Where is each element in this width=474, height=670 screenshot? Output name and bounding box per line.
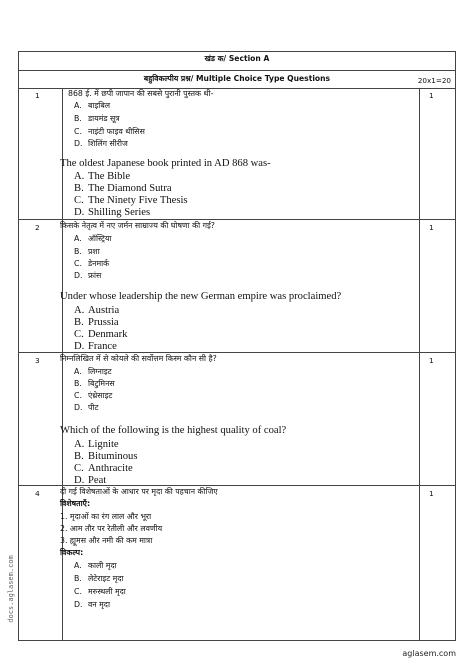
option-text: प्रशा — [88, 247, 100, 256]
option-letter: A. — [74, 305, 85, 316]
option-item — [74, 403, 98, 413]
option-letter: B. — [74, 114, 82, 123]
watermark-text: docs.aglasem.com — [7, 555, 15, 623]
option-text: Shilling Series — [88, 207, 151, 218]
question-text-hindi: किसके नेतृत्व में नए जर्मन साम्राज्य की घोषणा की गई? — [60, 221, 215, 230]
option-text: लिग्नाइट — [88, 367, 112, 376]
footer-link[interactable]: aglasem.com — [402, 649, 456, 658]
option-text: काली मृदा — [88, 561, 117, 570]
option-item — [74, 317, 119, 328]
option-letter: B. — [74, 183, 84, 194]
option-item — [74, 475, 106, 486]
option-text: डायमंड सूत्र — [88, 114, 120, 123]
row-divider — [19, 352, 455, 353]
option-text: The Diamond Sutra — [88, 183, 172, 194]
option-text: Peat — [88, 475, 107, 486]
option-text: पीट — [88, 403, 99, 412]
option-letter: C. — [74, 587, 82, 596]
section-title: खंड क/ Section A — [204, 54, 270, 63]
marks-header: 20x1=20 — [417, 76, 451, 85]
question-number: 1 — [35, 91, 40, 100]
option-letter: B. — [74, 317, 84, 328]
option-letter: C. — [74, 259, 82, 268]
option-item — [74, 561, 117, 571]
option-text: Denmark — [88, 329, 128, 340]
feature-item: 2. आम तौर पर रेतीली और लवणीय — [60, 524, 163, 533]
question-number: 3 — [35, 356, 40, 365]
option-item — [74, 207, 150, 218]
row-divider — [19, 219, 455, 220]
option-text: Bituminous — [88, 451, 138, 462]
question-text-english: Under whose leadership the new German empire was proclaimed? — [60, 291, 342, 302]
section-subtitle: बहुविकल्पीय प्रश्न/ Multiple Choice Type Questions — [143, 74, 331, 83]
option-text: France — [88, 341, 117, 352]
option-text: ऑस्ट्रिया — [88, 234, 112, 243]
option-item — [74, 127, 145, 137]
option-item — [74, 367, 112, 377]
option-letter: C. — [74, 127, 82, 136]
features-heading: विशेषताएँ: — [60, 499, 91, 508]
question-marks: 1 — [429, 91, 434, 100]
option-item — [74, 234, 112, 244]
feature-item: 3. ह्यूमस और नमी की कम मात्रा — [60, 536, 153, 545]
option-item — [74, 379, 115, 389]
option-text: बाइबिल — [88, 101, 111, 110]
option-item — [74, 439, 119, 450]
option-item — [74, 305, 119, 316]
option-text: The Bible — [88, 171, 131, 182]
question-text-hindi: 868 ई. में छपी जापान की सबसे पुरानी पुस्तक थी- — [68, 89, 214, 98]
question-text-english: The oldest Japanese book printed in AD 868 was- — [60, 158, 271, 169]
option-letter: C. — [74, 195, 84, 206]
question-text-hindi: निम्नलिखित में से कोयले की सर्वोत्तम किस्म कौन सी है? — [60, 354, 217, 363]
option-item — [74, 247, 100, 257]
option-letter: A. — [74, 367, 82, 376]
option-item — [74, 139, 128, 149]
option-text: शिलिंग सीरीज — [88, 139, 128, 148]
option-letter: D. — [74, 341, 85, 352]
option-letter: C. — [74, 463, 84, 474]
option-letter: B. — [74, 574, 82, 583]
option-text: Austria — [88, 305, 120, 316]
option-text: लेटेराइट मृदा — [88, 574, 124, 583]
question-table — [18, 51, 456, 641]
option-item — [74, 259, 109, 269]
question-number: 4 — [35, 489, 40, 498]
option-item — [74, 195, 188, 206]
option-item — [74, 463, 133, 474]
option-letter: B. — [74, 451, 84, 462]
option-text: मरुस्थली मृदा — [88, 587, 126, 596]
option-letter: A. — [74, 171, 85, 182]
question-text-hindi: दी गई विशेषताओं के आधार पर मृदा की पहचान कीजिए — [60, 487, 218, 496]
option-item — [74, 587, 126, 597]
option-letter: D. — [74, 475, 85, 486]
option-item — [74, 271, 101, 281]
option-letter: B. — [74, 379, 82, 388]
option-letter: D. — [74, 139, 83, 148]
option-item — [74, 114, 120, 124]
feature-item: 1. मृदाओं का रंग लाल और भूरा — [60, 512, 152, 521]
option-item — [74, 574, 123, 584]
option-item — [74, 101, 110, 111]
option-letter: A. — [74, 561, 82, 570]
options-heading: विकल्प: — [60, 548, 84, 557]
option-item — [74, 341, 117, 352]
option-text: एंथ्रेसाइट — [88, 391, 113, 400]
option-letter: C. — [74, 329, 84, 340]
option-item — [74, 391, 112, 401]
option-letter: D. — [74, 207, 85, 218]
option-letter: A. — [74, 234, 82, 243]
option-item — [74, 183, 172, 194]
side-watermark — [3, 515, 15, 665]
option-item — [74, 600, 110, 610]
option-item — [74, 171, 130, 182]
option-letter: C. — [74, 391, 82, 400]
option-text: नाइंटी फाइव थीसिस — [88, 127, 145, 136]
option-text: फ्रांस — [88, 271, 102, 280]
option-text: Prussia — [88, 317, 119, 328]
column-divider — [419, 88, 420, 640]
question-marks: 1 — [429, 356, 434, 365]
option-letter: D. — [74, 271, 83, 280]
option-letter: D. — [74, 403, 83, 412]
option-letter: A. — [74, 439, 85, 450]
option-item — [74, 451, 137, 462]
question-text-english: Which of the following is the highest quality of coal? — [60, 425, 287, 436]
option-text: The Ninety Five Thesis — [88, 195, 188, 206]
question-number: 2 — [35, 223, 40, 232]
option-item — [74, 329, 127, 340]
option-letter: D. — [74, 600, 83, 609]
option-text: वन मृदा — [88, 600, 110, 609]
option-text: डेनमार्क — [88, 259, 110, 268]
option-text: Lignite — [88, 439, 119, 450]
option-text: बिटुमिनस — [88, 379, 115, 388]
option-letter: B. — [74, 247, 82, 256]
divider — [19, 70, 455, 71]
question-marks: 1 — [429, 223, 434, 232]
question-marks: 1 — [429, 489, 434, 498]
option-text: Anthracite — [88, 463, 133, 474]
option-letter: A. — [74, 101, 82, 110]
